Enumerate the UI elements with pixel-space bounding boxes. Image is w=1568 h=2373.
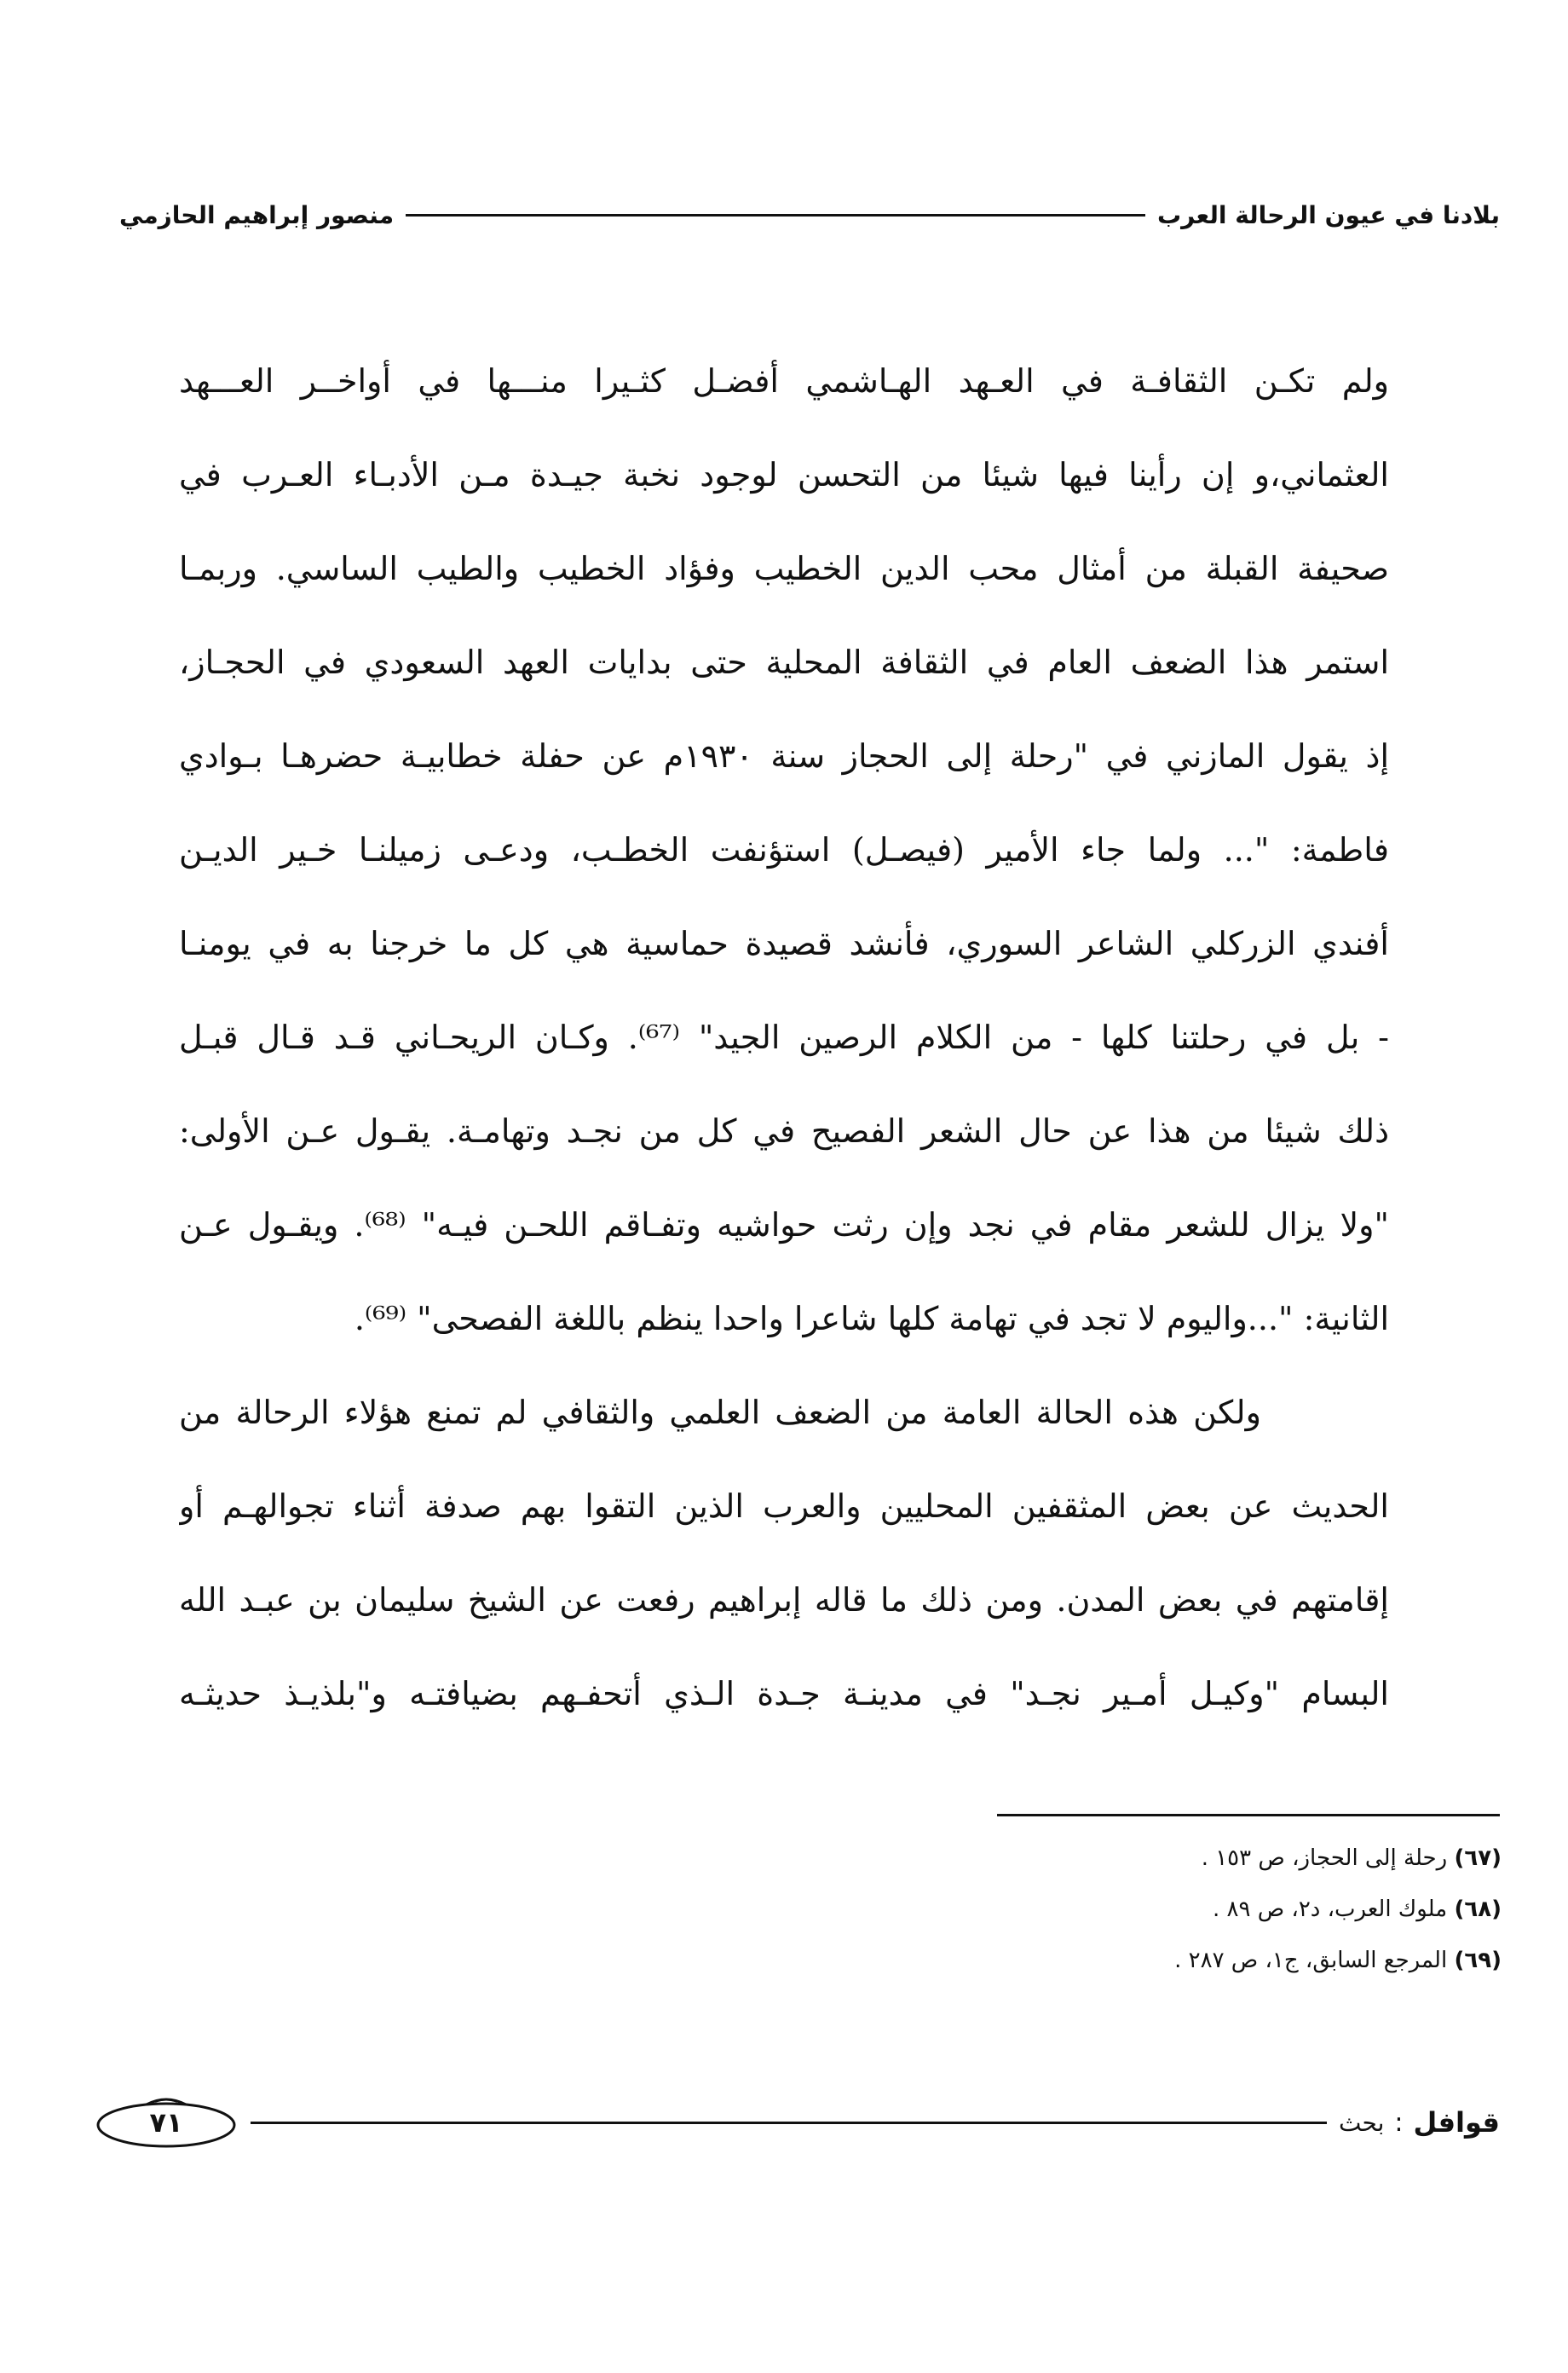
- footnote-number: (٦٨): [1454, 1897, 1502, 1922]
- footnote-text: المرجع السابق، ج١، ص ٢٨٧ .: [1174, 1948, 1448, 1973]
- book-title: بلادنا في عيون الرحالة العرب: [1156, 200, 1500, 229]
- body-line: الثانية: "...واليوم لا تجد في تهامة كلها شاعرا واحدا ينظم باللغة الفصحى" ⁽⁶⁹⁾.: [354, 1300, 1389, 1337]
- running-header: [119, 189, 1500, 240]
- body-line: ولم تكـن الثقافـة في العـهد الهـاشمي أفضـل كثـيرا منـــها في أواخــر العـــهد: [179, 362, 1389, 400]
- journal-name: قوافل: [1413, 2106, 1500, 2139]
- footnote: [905, 1884, 1502, 1935]
- body-text: [179, 334, 1389, 1741]
- footnote: [905, 1833, 1502, 1884]
- body-line: أفندي الزركلي الشاعر السوري، فأنشد قصيدة حماسية هي كل ما خرجنا به في يومنـا: [179, 925, 1389, 962]
- body-line: إقامتهم في بعض المدن. ومن ذلك ما قاله إبراهيم رفعت عن الشيخ سليمان بن عبـد الله: [179, 1581, 1389, 1619]
- footnotes: [905, 1833, 1502, 1986]
- footnote-text: ملوك العرب، د٢، ص ٨٩ .: [1213, 1897, 1448, 1922]
- author-name: منصور إبراهيم الحازمي: [119, 200, 395, 229]
- body-line: - بل في رحلتنا كلها - من الكلام الرصين الجيد" ⁽⁶⁷⁾. وكـان الريحـاني قـد قـال قبـل: [179, 1019, 1389, 1056]
- section-label: بحث: [1339, 2108, 1385, 2137]
- body-line: ولكن هذه الحالة العامة من الضعف العلمي والثقافي لم تمنع هؤلاء الرحالة من: [179, 1394, 1261, 1431]
- body-line: استمر هذا الضعف العام في الثقافة المحلية حتى بدايات العهد السعودي في الحجـاز،: [179, 644, 1389, 681]
- footnote-number: (٦٧): [1454, 1845, 1502, 1871]
- page-number: ٧١: [149, 2106, 183, 2139]
- body-line: فاطمة: "... ولما جاء الأمير (فيصـل) استؤنفت الخطـب، ودعـى زميلنـا خـير الديـن: [179, 831, 1389, 869]
- page-number-badge: [94, 2096, 239, 2149]
- body-line: ذلك شيئا من هذا عن حال الشعر الفصيح في كل من نجـد وتهامـة. يقـول عـن الأولى:: [179, 1112, 1389, 1150]
- footer-rule: [251, 2122, 1327, 2124]
- footnote-text: رحلة إلى الحجاز، ص ١٥٣ .: [1201, 1845, 1448, 1871]
- footnote-rule: [997, 1814, 1500, 1816]
- footnote-number: (٦٩): [1454, 1948, 1502, 1973]
- body-line: إذ يقول المازني في "رحلة إلى الحجاز سنة ١٩٣٠م عن حفلة خطابيـة حضرهـا بـوادي: [179, 737, 1389, 775]
- body-line: العثماني،و إن رأينا فيها شيئا من التحسن لوجود نخبة جيـدة مـن الأدبـاء العـرب في: [179, 456, 1389, 494]
- footnote: [905, 1935, 1502, 1986]
- page-footer: [94, 2088, 1500, 2156]
- footer-separator: :: [1394, 2107, 1404, 2138]
- body-line: البسام "وكيـل أمـير نجـد" في مدينـة جـدة الـذي أتحفـهم بضيافتـه و"بلذيـذ حديثـه: [179, 1675, 1389, 1712]
- body-line: الحديث عن بعض المثقفين المحليين والعرب الذين التقوا بهم صدفة أثناء تجوالهـم أو: [179, 1487, 1389, 1525]
- body-line: صحيفة القبلة من أمثال محب الدين الخطيب وفؤاد الخطيب والطيب الساسي. وربمـا: [179, 550, 1389, 587]
- body-line: "ولا يزال للشعر مقام في نجد وإن رثت حواشيه وتفـاقم اللحـن فيـه" ⁽⁶⁸⁾. ويقـول عـن: [179, 1206, 1389, 1244]
- header-rule: [406, 214, 1145, 217]
